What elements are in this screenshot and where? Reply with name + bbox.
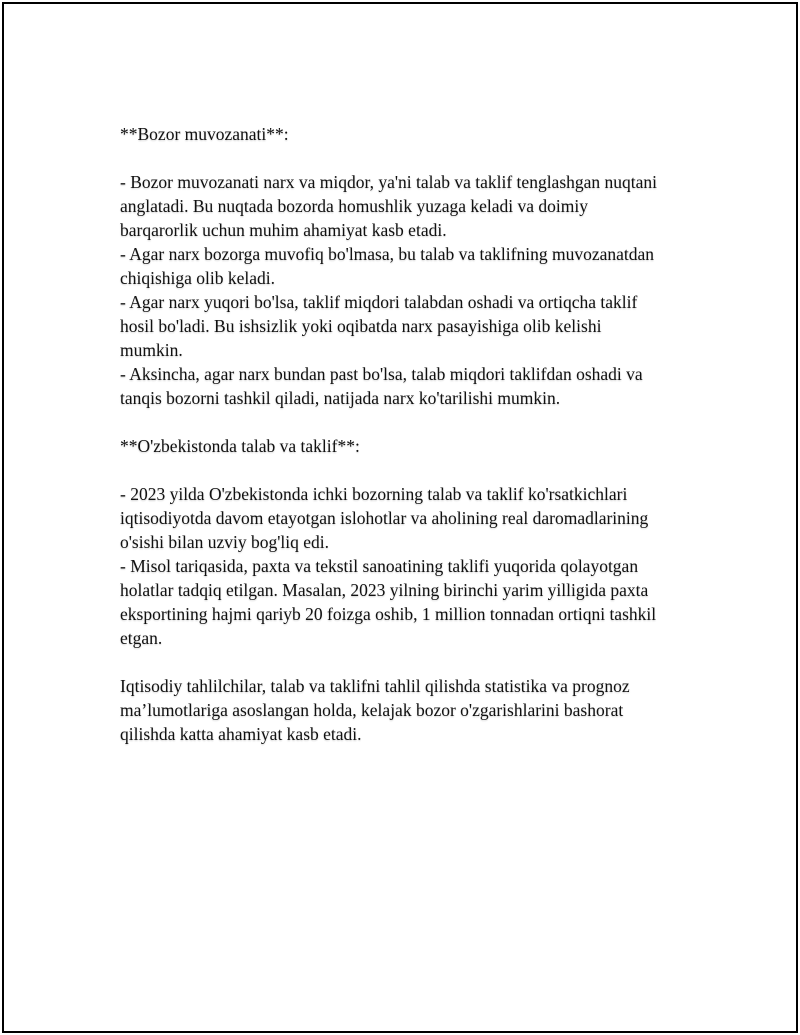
document-body xyxy=(120,122,720,746)
document-page xyxy=(2,2,798,1033)
text-line: qilishda katta ahamiyat kasb etadi. xyxy=(120,724,362,744)
text-line: iqtisodiyotda davom etayotgan islohotlar va aholining real daromadlarining xyxy=(120,508,649,528)
text-line: etgan. xyxy=(120,628,163,648)
text-line: o'sishi bilan uzviy bog'liq edi. xyxy=(120,532,330,552)
text-line: hosil bo'ladi. Bu ishsizlik yoki oqibatda narx pasayishiga olib kelishi xyxy=(120,316,602,336)
text-line: ma’lumotlariga asoslangan holda, kelajak bozor o'zgarishlarini bashorat xyxy=(120,700,624,720)
text-line: - Agar narx yuqori bo'lsa, taklif miqdori talabdan oshadi va ortiqcha taklif xyxy=(120,292,638,312)
text-line: holatlar tadqiq etilgan. Masalan, 2023 yilning birinchi yarim yilligida paxta xyxy=(120,580,649,600)
blank-line xyxy=(120,410,720,434)
text-line: mumkin. xyxy=(120,340,183,360)
text-line: chiqishiga olib keladi. xyxy=(120,268,276,288)
text-line: anglatadi. Bu nuqtada bozorda homushlik yuzaga keladi va doimiy xyxy=(120,196,589,216)
text-line: eksportining hajmi qariyb 20 foizga oshib, 1 million tonnadan ortiqni tashkil xyxy=(120,604,657,624)
blank-line xyxy=(120,458,720,482)
text-line: - Bozor muvozanati narx va miqdor, ya'ni talab va taklif tenglashgan nuqtani xyxy=(120,172,658,192)
blank-line xyxy=(120,146,720,170)
text-line: - Misol tariqasida, paxta va tekstil sanoatining taklifi yuqorida qolayotgan xyxy=(120,556,639,576)
text-line: - Aksincha, agar narx bundan past bo'lsa, talab miqdori taklifdan oshadi va xyxy=(120,364,643,384)
text-line: - 2023 yilda O'zbekistonda ichki bozorning talab va taklif ko'rsatkichlari xyxy=(120,484,628,504)
section-ozbekistonda-talab-va-taklif xyxy=(120,482,720,650)
blank-line xyxy=(120,650,720,674)
heading-bozor-muvozanati: **Bozor muvozanati**: xyxy=(120,124,289,144)
text-line: Iqtisodiy tahlilchilar, talab va taklifni tahlil qilishda statistika va prognoz xyxy=(120,676,630,696)
heading-ozbekistonda-talab-va-taklif: **O'zbekistonda talab va taklif**: xyxy=(120,436,360,456)
conclusion-paragraph xyxy=(120,674,720,746)
text-line: barqarorlik uchun muhim ahamiyat kasb etadi. xyxy=(120,220,447,240)
text-line: tanqis bozorni tashkil qiladi, natijada narx ko'tarilishi mumkin. xyxy=(120,388,561,408)
text-line: - Agar narx bozorga muvofiq bo'lmasa, bu talab va taklifning muvozanatdan xyxy=(120,244,654,264)
section-bozor-muvozanati xyxy=(120,170,720,410)
